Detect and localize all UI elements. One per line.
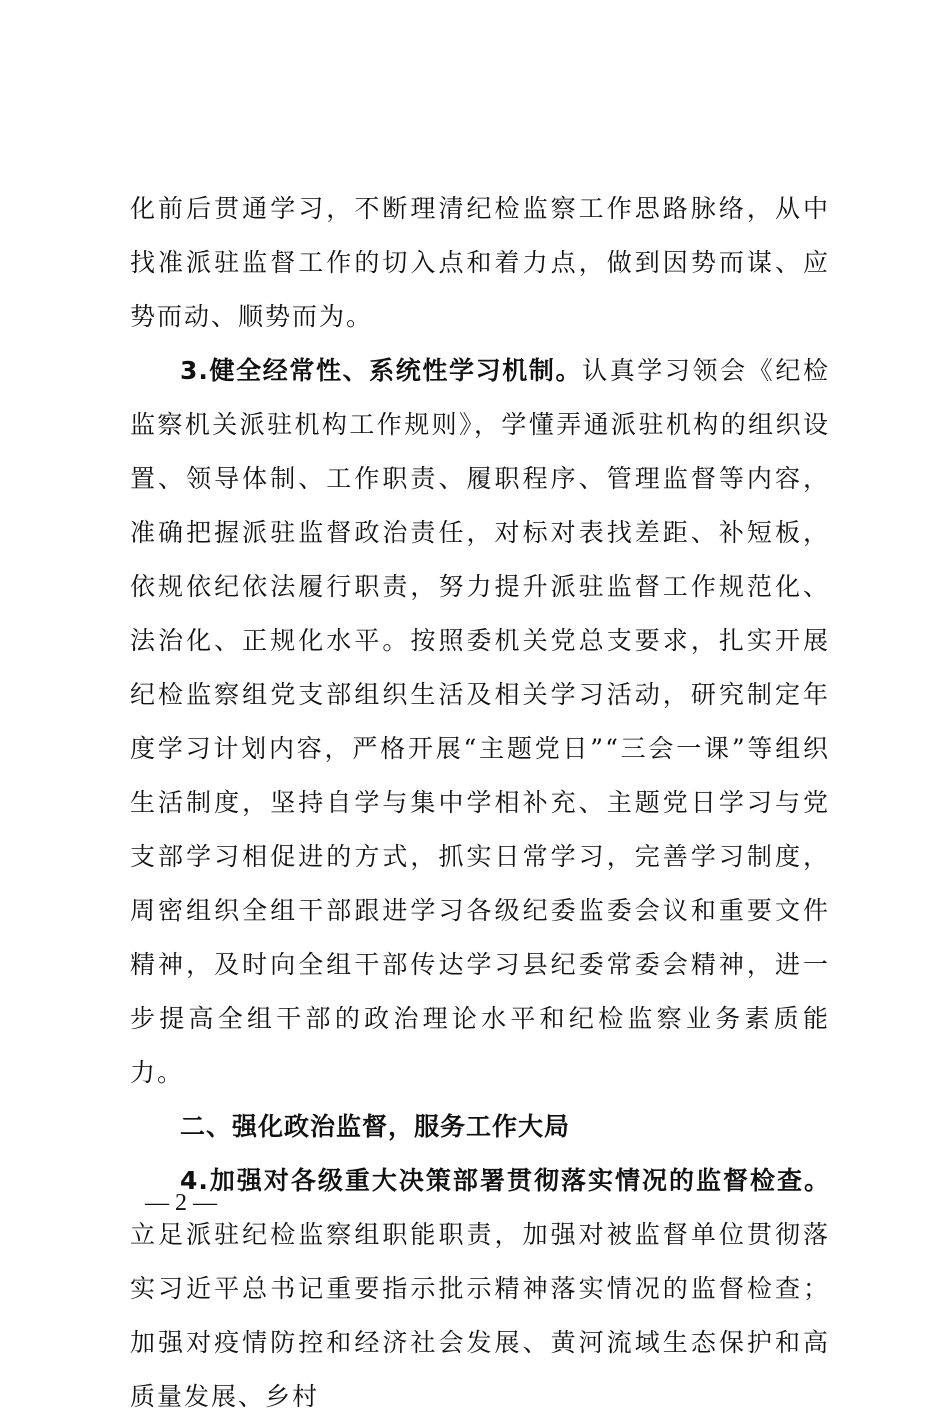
paragraph-lead: 3.健全经常性、系统性学习机制。	[180, 356, 583, 385]
paragraph-lead: 4.加强对各级重大决策部署贯彻落实情况的监督检查。	[180, 1166, 830, 1195]
section-heading: 二、强化政治监督，服务工作大局	[180, 1112, 571, 1141]
paragraph-supervision	[130, 1154, 830, 1424]
paragraph-learning-mechanism	[130, 344, 830, 1100]
page-number: — 2 —	[145, 1190, 217, 1216]
body-text	[130, 182, 830, 1424]
paragraph-text: 立足派驻纪检监察组职能职责，加强对被监督单位贯彻落实习近平总书记重要指示批示精神落实情况的监督检查；加强对疫情防控和经济社会发展、黄河流域生态保护和高质量发展、乡村	[130, 1220, 830, 1411]
paragraph-continuation	[130, 182, 830, 344]
paragraph-text: 化前后贯通学习，不断理清纪检监察工作思路脉络，从中找准派驻监督工作的切入点和着力点，做到因势而谋、应势而动、顺势而为。	[130, 194, 830, 331]
paragraph-text: 认真学习领会《纪检监察机关派驻机构工作规则》，学懂弄通派驻机构的组织设置、领导体制、工作职责、履职程序、管理监督等内容，准确把握派驻监督政治责任，对标对表找差距、补短板，依规依纪依法履行职责，努力提升派驻监督工作规范化、法治化、正规化水平。按照委机关党总支要求，扎实开展纪检监察组党支部组织生活及相关学习活动，研究制定年度学习计划内容，严格开展“主题党日”“三会一课”等组织生活制度，坚持自学与集中学相补充、主题党日学习与党支部学习相促进的方式，抓实日常学习，完善学习制度，周密组织全组干部跟进学习各级纪委监委会议和重要文件精神，及时向全组干部传达学习县纪委常委会精神，进一步提高全组干部的政治理论水平和纪检监察业务素质能力。	[130, 356, 830, 1087]
